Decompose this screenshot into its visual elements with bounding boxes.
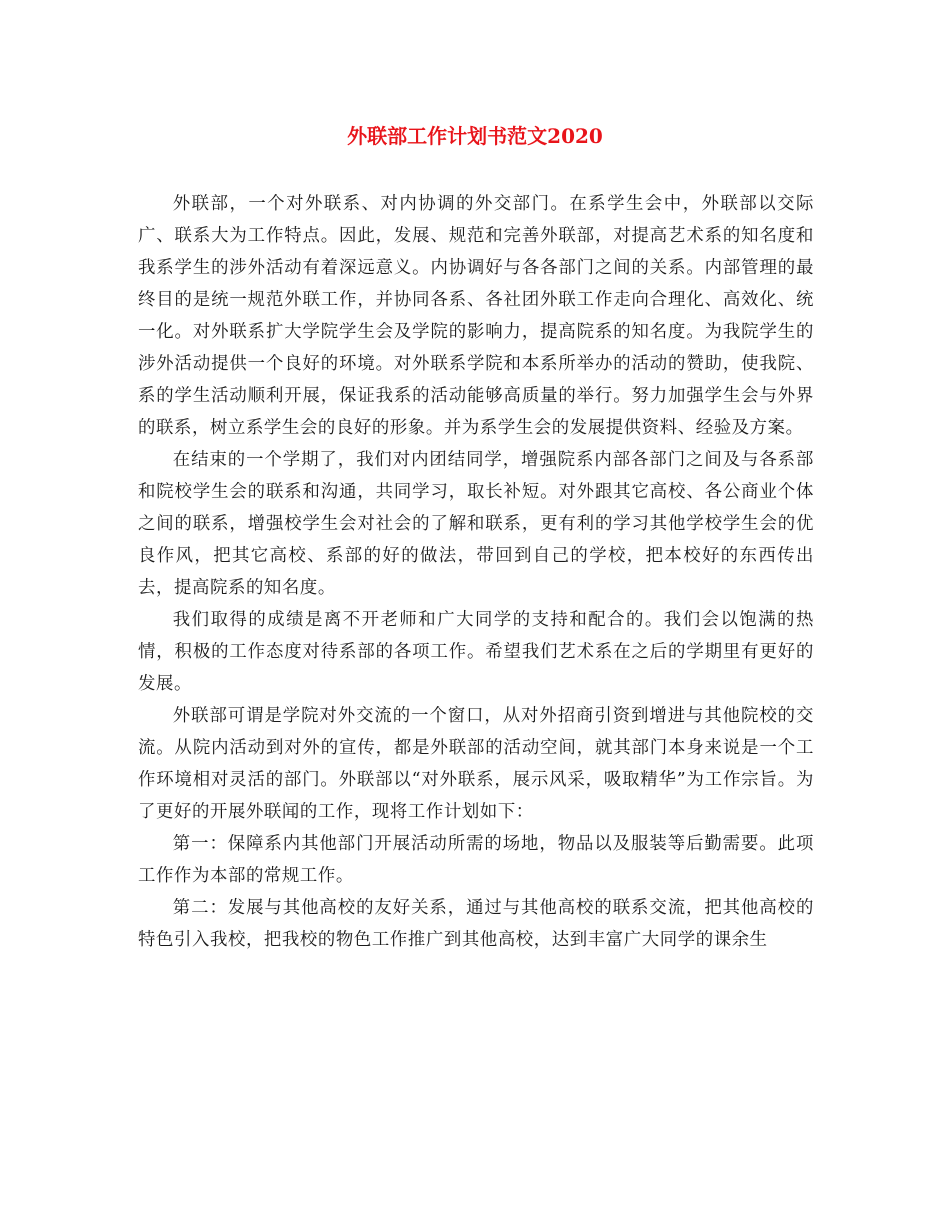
paragraph-achievements: 我们取得的成绩是离不开老师和广大同学的支持和配合的。我们会以饱满的热情，积极的工作态度对待系部的各项工作。希望我们艺术系在之后的学期里有更好的发展。 bbox=[138, 610, 814, 694]
document-title: 外联部工作计划书范文2020 bbox=[347, 124, 603, 148]
paragraph-semester-review: 在结束的一个学期了，我们对内团结同学，增强院系内部各部门之间及与各系部和院校学生会的联系和沟通，共同学习，取长补短。对外跟其它高校、各公商业个体之间的联系，增强校学生会对社会的了解和联系，更有利的学习其他学校学生会的优良作风，把其它高校、系部的好的做法，带回到自己的学校，把本校好的东西传出去，提高院系的知名度。 bbox=[138, 450, 814, 598]
paragraph-plan-item-1: 第一：保障系内其他部门开展活动所需的场地，物品以及服装等后勤需要。此项工作作为本部的常规工作。 bbox=[138, 834, 814, 886]
document-body bbox=[138, 188, 814, 956]
paragraph-plan-item-2: 第二：发展与其他高校的友好关系，通过与其他高校的联系交流，把其他高校的特色引入我校，把我校的物色工作推广到其他高校，达到丰富广大同学的课余生 bbox=[138, 898, 814, 950]
paragraph-mission: 外联部可谓是学院对外交流的一个窗口，从对外招商引资到增进与其他院校的交流。从院内活动到对外的宣传，都是外联部的活动空间，就其部门本身来说是一个工作环境相对灵活的部门。外联部以“对外联系，展示风采，吸取精华”为工作宗旨。为了更好的开展外联闻的工作，现将工作计划如下： bbox=[138, 706, 814, 822]
paragraph-intro: 外联部，一个对外联系、对内协调的外交部门。在系学生会中，外联部以交际广、联系大为工作特点。因此，发展、规范和完善外联部，对提高艺术系的知名度和我系学生的涉外活动有着深远意义。内协调好与各各部门之间的关系。内部管理的最终目的是统一规范外联工作，并协同各系、各社团外联工作走向合理化、高效化、统一化。对外联系扩大学院学生会及学院的影响力，提高院系的知名度。为我院学生的涉外活动提供一个良好的环境。对外联系学院和本系所举办的活动的赞助，使我院、系的学生活动顺利开展，保证我系的活动能够高质量的举行。努力加强学生会与外界的联系，树立系学生会的良好的形象。并为系学生会的发展提供资料、经验及方案。 bbox=[138, 194, 814, 438]
